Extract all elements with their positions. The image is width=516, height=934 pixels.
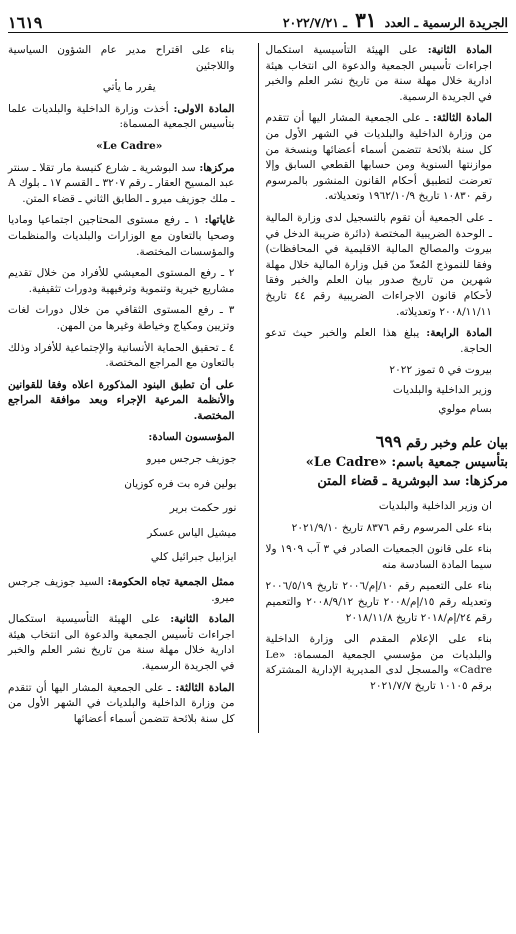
article-1-heading: المادة الاولى:	[173, 102, 235, 115]
left-article-3-text: ـ على الجمعية المشار اليها أن تتقدم من وزارة الداخلية والبلديات في الشهر الأول من كل سنة بلائحة تتضمن أسماء أعضائها	[8, 681, 235, 725]
article-2-heading: المادة الثانية:	[427, 44, 492, 56]
notice-title-text: بيان علم وخبر رقم	[406, 436, 508, 452]
founder-name: بولين فره بت فره كوزيان	[124, 477, 237, 490]
representative-name: السيد جوزيف جرجس ميرو.	[8, 576, 235, 604]
goals-heading: غاياتها:	[204, 214, 235, 227]
founder-name: جوزيف جرجس ميرو	[146, 453, 237, 466]
headquarters-text: سد البوشرية ـ شارع كنيسة مار تقلا ـ سنتر عبد المسيح العقار ـ رقم ٣٢٠٧ ـ القسم ١٧ ـ بلوك A ـ ملك جوزيف ميرو ـ الطابق الثاني ـ قضاء المتن.	[8, 161, 235, 205]
goal-4: ٤ ـ تحقيق الحماية الأنسانية والإجتماعية للأفراد وذلك بالتعاون مع المراجع المختصة.	[8, 341, 235, 370]
founders-list	[8, 452, 251, 566]
article-3	[266, 111, 509, 205]
article-4-heading: المادة الرابعة:	[426, 327, 492, 340]
article-3-tax: ـ على الجمعية أن تقوم بالتسجيل لدى وزارة المالية ـ الوحدة الضريبية المختصة (دائرة ضريبة الدخل في بيروت والمصالح المالية الاقليمية في المحافظات) وفقا للنموذج المُعدّ من قبل وزارة المالية خلال مهلة شهرين من تاريخ صدور بيان العلم والخبر وفقا لأحكام قانون الاجراءات الضريبية رقم ٤٤ تاريخ ٢٠٠٨/١١/١١ وتعديلاته.	[265, 211, 492, 318]
notice-headquarters: مركزها: سد البوشرية ـ قضاء المتن	[317, 474, 508, 490]
goal-1-text: ١ ـ رفع مستوى المحتاجين اجتماعيا وماديا وصحيا بالتعاون مع الوزارات والبلديات والمنظمات والمؤسسات المختصة.	[8, 214, 235, 258]
condition-clause: على أن تطبق البنود المذكورة اعلاه وفقا للقوانين والأنظمة المرعية الإجراء وبعد موافقة المراجع المختصة.	[8, 378, 235, 422]
founder-name: ميشيل الياس عسكر	[147, 526, 237, 539]
left-article-3-heading: المادة الثالثة:	[175, 681, 235, 694]
headquarters	[8, 161, 251, 208]
signature-name: بسام مولوي	[438, 403, 492, 416]
headquarters-heading: مركزها:	[199, 161, 235, 174]
notice-association-prefix: بتأسيس جمعية باسم:	[391, 455, 508, 471]
basis-law: بناء على قانون الجمعيات الصادر في ٣ آب ١٩٠٩ ولا سيما المادة السادسة منه	[265, 543, 492, 571]
basis-notification: بناء على الإعلام المقدم الى وزارة الداخلية والبلديات من مؤسسي الجمعية المسماة: «Le Cadre» والمسجل لدى المديرية الإدارية المشتركة برقم ١٠١٠٥ تاريخ ٢٠٢١/٧/٧	[265, 633, 492, 692]
representative	[8, 575, 251, 606]
goal-1	[8, 213, 251, 260]
founder-name: نور حكمت برير	[169, 502, 237, 515]
journal-name: الجريدة الرسمية ـ العدد	[384, 15, 508, 30]
issue-number: ٣١	[355, 8, 377, 32]
founder-name: ايزابيل جبرائيل كلي	[150, 551, 237, 564]
page-number: ١٦١٩	[8, 13, 43, 32]
association-name: «Le Cadre»	[96, 139, 163, 152]
representative-heading: ممثل الجمعية تجاه الحكومة:	[107, 576, 235, 589]
issue-date: ـ ٢٠٢٢/٧/٢١	[282, 15, 347, 30]
minister-line: ان وزير الداخلية والبلديات	[378, 500, 492, 513]
signature-title: وزير الداخلية والبلديات	[392, 383, 492, 396]
goal-3: ٣ ـ رفع المستوى الثقافي من خلال دورات لغات وتزيين ومكياج وخياطة وغيرها من المهن.	[8, 304, 235, 332]
left-article-2	[8, 612, 251, 674]
basis-circulars: بناء على التعميم رقم ١٠/إم/٢٠٠٦ تاريخ ٢٠٠٦/٥/١٩ وتعديله رقم ١٥/إم/٢٠٠٨ تاريخ ٢٠٠٨/٩/١٢ والتعميم رقم ٢٤/إم/٢٠١٨ تاريخ ٢٠١٨/١١/٨	[265, 580, 492, 624]
left-article-2-heading: المادة الثانية:	[170, 613, 235, 626]
right-column	[259, 43, 509, 733]
basis-decree: بناء على المرسوم رقم ٨٣٧٦ تاريخ ٢٠٢١/٩/١٠	[291, 521, 492, 534]
left-article-3	[8, 681, 251, 728]
signature-block	[266, 363, 509, 418]
left-column	[8, 43, 259, 733]
article-2	[266, 43, 509, 105]
article-3-text: ـ على الجمعية المشار اليها أن تتقدم من وزارة الداخلية والبلديات في الشهر الأول من كل سنة بلائحة تتضمن أسماء أعضائها وبنسخة من موازنتها السنوية ومن حسابها القطعي السابق وإلا تعرضت لتطبيق أحكام القانون المنشور بالمرسوم رقم ١٠٨٣٠ تاريخ ١٩٦٢/١٠/٩ وتعديلاته.	[265, 112, 492, 203]
signature-place-date: بيروت في ٥ تموز ٢٠٢٢	[389, 364, 492, 377]
page-header	[8, 6, 508, 33]
article-1	[8, 102, 251, 133]
article-4	[266, 326, 509, 357]
journal-issue-date	[283, 8, 508, 32]
intro-proposal: بناء على اقتراح مدير عام الشؤون السياسية واللاجئين	[8, 44, 235, 72]
goal-2: ٢ ـ رفع المستوى المعيشي للأفراد من خلال تقديم مشاريع خيرية وتنموية وترفيهية ودورات تثقيفية.	[8, 267, 235, 295]
notice-association-name: «Le Cadre»	[305, 455, 387, 471]
founders-heading: المؤسسون السادة:	[148, 431, 235, 444]
article-4-text: يبلغ هذا العلم والخبر حيث تدعو الحاجة.	[265, 327, 492, 355]
notice-title	[266, 432, 509, 453]
left-article-2-text: على الهيئة التأسيسية استكمال اجراءات تأسيس الجمعية والدعوة الى انتخاب هيئة ادارية خلال مهلة سنة من تاريخ نشر العلم والخبر في الجريدة الرسمية.	[8, 613, 235, 672]
notice-association	[266, 453, 509, 472]
notice-number: ٦٩٩	[375, 432, 402, 452]
article-3-heading: المادة الثالثة:	[432, 112, 492, 125]
decides-line: يقرر ما يأتي	[102, 81, 156, 94]
article-2-text: على الهيئة التأسيسية استكمال اجراءات تأسيس الجمعية والدعوة الى انتخاب هيئة ادارية خلال مهلة سنة من تاريخ نشر العلم والخبر في الجريدة الرسمية.	[265, 44, 492, 103]
article-1-text: أخذت وزارة الداخلية والبلديات علما بتأسيس الجمعية المسماة:	[8, 102, 235, 131]
